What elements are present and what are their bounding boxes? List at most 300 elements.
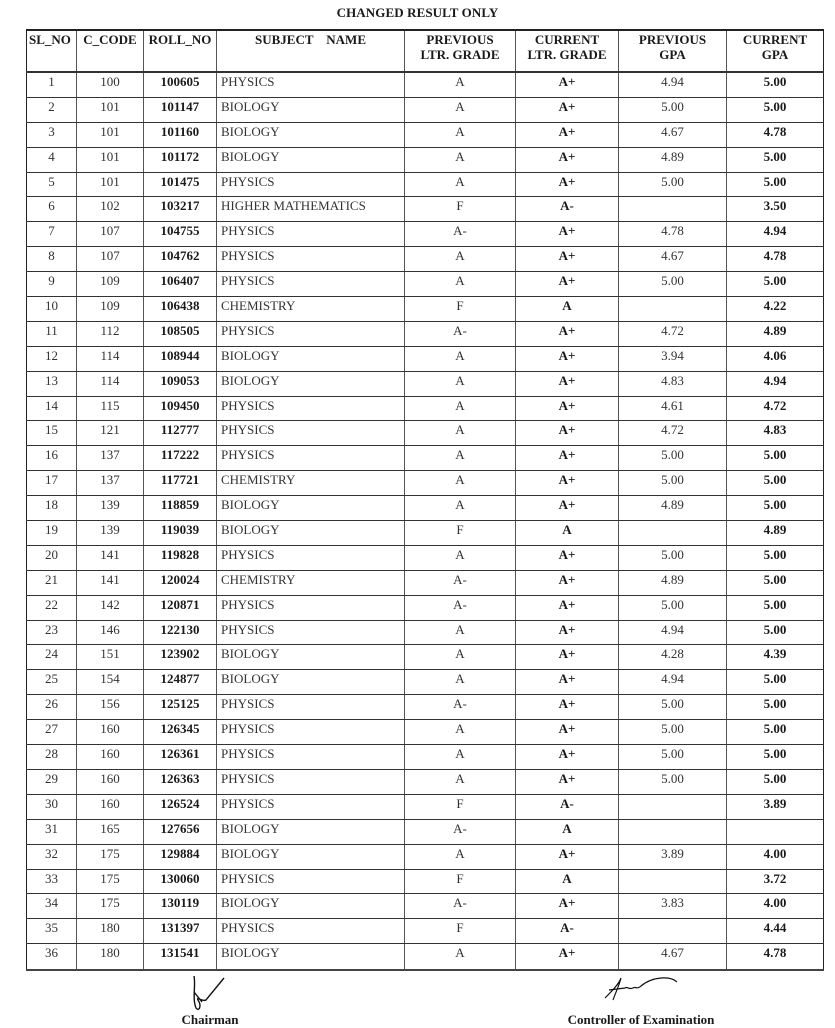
- cell-current-ltr-grade: A+: [516, 769, 619, 794]
- cell-roll-no: 104762: [144, 247, 217, 272]
- cell-subject-name: CHEMISTRY: [217, 297, 405, 322]
- cell-sl-no: 15: [27, 421, 77, 446]
- cell-c-code: 121: [77, 421, 144, 446]
- cell-current-ltr-grade: A+: [516, 147, 619, 172]
- cell-previous-gpa: 5.00: [619, 172, 727, 197]
- cell-roll-no: 126363: [144, 769, 217, 794]
- cell-current-gpa: 5.00: [727, 72, 824, 97]
- signature-icon: [150, 972, 270, 1014]
- cell-current-gpa: [727, 819, 824, 844]
- cell-current-ltr-grade: A+: [516, 496, 619, 521]
- cell-previous-ltr-grade: A: [405, 247, 516, 272]
- cell-current-ltr-grade: A+: [516, 247, 619, 272]
- cell-subject-name: BIOLOGY: [217, 346, 405, 371]
- cell-sl-no: 4: [27, 147, 77, 172]
- cell-current-ltr-grade: A+: [516, 695, 619, 720]
- table-row: [27, 944, 824, 971]
- cell-previous-gpa: 4.72: [619, 321, 727, 346]
- cell-subject-name: PHYSICS: [217, 421, 405, 446]
- cell-sl-no: 30: [27, 794, 77, 819]
- cell-current-gpa: 4.78: [727, 122, 824, 147]
- cell-previous-ltr-grade: A: [405, 147, 516, 172]
- cell-current-ltr-grade: A-: [516, 794, 619, 819]
- cell-sl-no: 5: [27, 172, 77, 197]
- cell-roll-no: 101160: [144, 122, 217, 147]
- table-row: [27, 894, 824, 919]
- header-previous-gpa: [619, 30, 727, 72]
- cell-subject-name: PHYSICS: [217, 720, 405, 745]
- cell-c-code: 154: [77, 670, 144, 695]
- cell-roll-no: 109053: [144, 371, 217, 396]
- table-row: [27, 521, 824, 546]
- cell-subject-name: CHEMISTRY: [217, 471, 405, 496]
- cell-previous-ltr-grade: A: [405, 272, 516, 297]
- cell-current-gpa: 4.06: [727, 346, 824, 371]
- cell-previous-gpa: 5.00: [619, 720, 727, 745]
- cell-sl-no: 33: [27, 869, 77, 894]
- table-row: [27, 122, 824, 147]
- header-line: CURRENT: [742, 32, 808, 47]
- cell-current-ltr-grade: A+: [516, 371, 619, 396]
- header-sl-no: SL_NO: [27, 30, 77, 72]
- cell-current-ltr-grade: A+: [516, 346, 619, 371]
- cell-current-ltr-grade: A+: [516, 745, 619, 770]
- table-row: [27, 620, 824, 645]
- cell-c-code: 139: [77, 496, 144, 521]
- cell-current-ltr-grade: A-: [516, 197, 619, 222]
- cell-previous-ltr-grade: F: [405, 521, 516, 546]
- cell-sl-no: 14: [27, 396, 77, 421]
- cell-roll-no: 131541: [144, 944, 217, 971]
- cell-current-ltr-grade: A+: [516, 72, 619, 97]
- cell-roll-no: 109450: [144, 396, 217, 421]
- cell-current-ltr-grade: A+: [516, 272, 619, 297]
- cell-previous-ltr-grade: A-: [405, 321, 516, 346]
- cell-c-code: 114: [77, 371, 144, 396]
- cell-c-code: 156: [77, 695, 144, 720]
- cell-c-code: 175: [77, 869, 144, 894]
- cell-current-gpa: 5.00: [727, 670, 824, 695]
- cell-roll-no: 117222: [144, 446, 217, 471]
- cell-current-gpa: 5.00: [727, 446, 824, 471]
- cell-subject-name: PHYSICS: [217, 595, 405, 620]
- cell-previous-gpa: 4.67: [619, 122, 727, 147]
- cell-c-code: 151: [77, 645, 144, 670]
- cell-sl-no: 2: [27, 97, 77, 122]
- table-row: [27, 869, 824, 894]
- header-subject-name: SUBJECT NAME: [217, 30, 405, 72]
- cell-sl-no: 7: [27, 222, 77, 247]
- cell-subject-name: BIOLOGY: [217, 496, 405, 521]
- cell-current-gpa: 5.00: [727, 769, 824, 794]
- cell-previous-gpa: 5.00: [619, 471, 727, 496]
- cell-c-code: 142: [77, 595, 144, 620]
- cell-c-code: 102: [77, 197, 144, 222]
- cell-previous-ltr-grade: A-: [405, 695, 516, 720]
- cell-previous-gpa: 4.89: [619, 147, 727, 172]
- table-row: [27, 595, 824, 620]
- cell-roll-no: 123902: [144, 645, 217, 670]
- cell-subject-name: PHYSICS: [217, 272, 405, 297]
- cell-previous-gpa: 5.00: [619, 745, 727, 770]
- cell-current-ltr-grade: A: [516, 521, 619, 546]
- table-row: [27, 695, 824, 720]
- cell-sl-no: 6: [27, 197, 77, 222]
- table-row: [27, 670, 824, 695]
- cell-c-code: 107: [77, 247, 144, 272]
- chairman-label: Chairman: [181, 1012, 239, 1027]
- cell-current-gpa: 5.00: [727, 471, 824, 496]
- table-row: [27, 346, 824, 371]
- cell-c-code: 141: [77, 570, 144, 595]
- cell-subject-name: BIOLOGY: [217, 97, 405, 122]
- cell-subject-name: BIOLOGY: [217, 147, 405, 172]
- cell-sl-no: 20: [27, 545, 77, 570]
- cell-previous-gpa: 5.00: [619, 695, 727, 720]
- header-line: PREVIOUS: [426, 32, 494, 47]
- cell-subject-name: PHYSICS: [217, 72, 405, 97]
- cell-current-gpa: 4.89: [727, 521, 824, 546]
- cell-current-ltr-grade: A+: [516, 471, 619, 496]
- table-row: [27, 720, 824, 745]
- cell-roll-no: 131397: [144, 919, 217, 944]
- cell-current-ltr-grade: A+: [516, 97, 619, 122]
- cell-subject-name: BIOLOGY: [217, 670, 405, 695]
- cell-current-ltr-grade: A+: [516, 570, 619, 595]
- cell-c-code: 160: [77, 720, 144, 745]
- cell-roll-no: 117721: [144, 471, 217, 496]
- cell-previous-ltr-grade: A: [405, 620, 516, 645]
- header-line: PREVIOUS: [638, 32, 707, 47]
- cell-c-code: 115: [77, 396, 144, 421]
- cell-previous-gpa: 4.94: [619, 72, 727, 97]
- cell-current-gpa: 5.00: [727, 720, 824, 745]
- table-row: [27, 794, 824, 819]
- cell-c-code: 141: [77, 545, 144, 570]
- table-row: [27, 97, 824, 122]
- cell-c-code: 137: [77, 471, 144, 496]
- cell-previous-ltr-grade: A-: [405, 819, 516, 844]
- cell-current-ltr-grade: A+: [516, 595, 619, 620]
- cell-previous-ltr-grade: A: [405, 670, 516, 695]
- cell-previous-ltr-grade: A: [405, 720, 516, 745]
- cell-roll-no: 119039: [144, 521, 217, 546]
- cell-previous-gpa: [619, 521, 727, 546]
- cell-current-gpa: 3.72: [727, 869, 824, 894]
- cell-previous-gpa: 5.00: [619, 595, 727, 620]
- table-row: [27, 769, 824, 794]
- cell-c-code: 160: [77, 745, 144, 770]
- cell-subject-name: PHYSICS: [217, 919, 405, 944]
- cell-current-gpa: 5.00: [727, 496, 824, 521]
- cell-subject-name: PHYSICS: [217, 321, 405, 346]
- cell-previous-ltr-grade: A-: [405, 570, 516, 595]
- header-current-gpa: [727, 30, 824, 72]
- cell-current-ltr-grade: A+: [516, 421, 619, 446]
- cell-previous-ltr-grade: A: [405, 172, 516, 197]
- cell-roll-no: 108505: [144, 321, 217, 346]
- cell-current-gpa: 4.83: [727, 421, 824, 446]
- cell-previous-ltr-grade: A: [405, 471, 516, 496]
- cell-previous-ltr-grade: A: [405, 371, 516, 396]
- cell-current-gpa: 4.39: [727, 645, 824, 670]
- header-previous-ltr-grade: [405, 30, 516, 72]
- header-roll-no: ROLL_NO: [144, 30, 217, 72]
- cell-subject-name: PHYSICS: [217, 620, 405, 645]
- cell-current-gpa: 4.44: [727, 919, 824, 944]
- cell-sl-no: 18: [27, 496, 77, 521]
- cell-previous-ltr-grade: A: [405, 446, 516, 471]
- cell-current-ltr-grade: A: [516, 819, 619, 844]
- cell-c-code: 139: [77, 521, 144, 546]
- header-c-code: C_CODE: [77, 30, 144, 72]
- cell-sl-no: 1: [27, 72, 77, 97]
- cell-c-code: 160: [77, 794, 144, 819]
- cell-roll-no: 126345: [144, 720, 217, 745]
- cell-current-gpa: 4.00: [727, 844, 824, 869]
- cell-previous-gpa: 3.83: [619, 894, 727, 919]
- cell-previous-gpa: [619, 794, 727, 819]
- cell-previous-gpa: 4.89: [619, 496, 727, 521]
- table-row: [27, 421, 824, 446]
- cell-previous-ltr-grade: A: [405, 844, 516, 869]
- cell-roll-no: 118859: [144, 496, 217, 521]
- cell-roll-no: 130060: [144, 869, 217, 894]
- table-row: [27, 396, 824, 421]
- table-row: [27, 471, 824, 496]
- cell-previous-ltr-grade: A: [405, 545, 516, 570]
- cell-roll-no: 119828: [144, 545, 217, 570]
- cell-sl-no: 29: [27, 769, 77, 794]
- cell-c-code: 180: [77, 944, 144, 971]
- cell-c-code: 101: [77, 97, 144, 122]
- cell-sl-no: 10: [27, 297, 77, 322]
- cell-current-ltr-grade: A+: [516, 321, 619, 346]
- cell-previous-ltr-grade: A: [405, 496, 516, 521]
- cell-roll-no: 108944: [144, 346, 217, 371]
- cell-subject-name: PHYSICS: [217, 222, 405, 247]
- cell-current-gpa: 5.00: [727, 545, 824, 570]
- chairman-signature-block: [150, 972, 270, 1027]
- table-row: [27, 645, 824, 670]
- cell-previous-ltr-grade: A: [405, 745, 516, 770]
- cell-previous-gpa: 5.00: [619, 97, 727, 122]
- cell-previous-gpa: [619, 819, 727, 844]
- cell-sl-no: 19: [27, 521, 77, 546]
- table-row: [27, 72, 824, 97]
- cell-c-code: 137: [77, 446, 144, 471]
- cell-subject-name: BIOLOGY: [217, 122, 405, 147]
- cell-current-gpa: 4.78: [727, 247, 824, 272]
- cell-sl-no: 35: [27, 919, 77, 944]
- cell-current-gpa: 4.78: [727, 944, 824, 971]
- cell-current-gpa: 3.89: [727, 794, 824, 819]
- cell-previous-ltr-grade: A-: [405, 595, 516, 620]
- cell-current-ltr-grade: A+: [516, 894, 619, 919]
- cell-sl-no: 23: [27, 620, 77, 645]
- cell-previous-ltr-grade: A: [405, 97, 516, 122]
- cell-previous-gpa: 4.28: [619, 645, 727, 670]
- controller-signature-block: [548, 972, 734, 1027]
- cell-c-code: 160: [77, 769, 144, 794]
- cell-c-code: 114: [77, 346, 144, 371]
- cell-roll-no: 120024: [144, 570, 217, 595]
- cell-roll-no: 104755: [144, 222, 217, 247]
- cell-sl-no: 26: [27, 695, 77, 720]
- cell-sl-no: 8: [27, 247, 77, 272]
- cell-roll-no: 106438: [144, 297, 217, 322]
- signature-icon: [548, 972, 734, 1002]
- cell-current-gpa: 5.00: [727, 272, 824, 297]
- cell-previous-ltr-grade: F: [405, 197, 516, 222]
- cell-previous-gpa: 4.94: [619, 620, 727, 645]
- cell-subject-name: HIGHER MATHEMATICS: [217, 197, 405, 222]
- cell-roll-no: 126361: [144, 745, 217, 770]
- cell-subject-name: PHYSICS: [217, 745, 405, 770]
- cell-previous-gpa: 5.00: [619, 272, 727, 297]
- cell-c-code: 109: [77, 297, 144, 322]
- cell-current-ltr-grade: A+: [516, 720, 619, 745]
- document-title: CHANGED RESULT ONLY: [336, 5, 499, 20]
- header-current-ltr-grade: [516, 30, 619, 72]
- table-row: [27, 297, 824, 322]
- cell-previous-ltr-grade: A: [405, 769, 516, 794]
- cell-roll-no: 101172: [144, 147, 217, 172]
- cell-c-code: 101: [77, 172, 144, 197]
- cell-c-code: 175: [77, 844, 144, 869]
- cell-current-gpa: 4.72: [727, 396, 824, 421]
- cell-c-code: 107: [77, 222, 144, 247]
- cell-previous-ltr-grade: F: [405, 794, 516, 819]
- cell-previous-gpa: 4.72: [619, 421, 727, 446]
- table-row: [27, 745, 824, 770]
- cell-sl-no: 9: [27, 272, 77, 297]
- cell-previous-gpa: [619, 869, 727, 894]
- cell-current-ltr-grade: A+: [516, 545, 619, 570]
- cell-c-code: 101: [77, 122, 144, 147]
- header-line: LTR. GRADE: [527, 47, 607, 62]
- cell-sl-no: 25: [27, 670, 77, 695]
- cell-c-code: 180: [77, 919, 144, 944]
- table-row: [27, 172, 824, 197]
- cell-roll-no: 127656: [144, 819, 217, 844]
- cell-subject-name: PHYSICS: [217, 545, 405, 570]
- cell-previous-gpa: 3.89: [619, 844, 727, 869]
- table-row: [27, 321, 824, 346]
- table-row: [27, 197, 824, 222]
- header-line: LTR. GRADE: [420, 47, 500, 62]
- cell-sl-no: 17: [27, 471, 77, 496]
- cell-current-ltr-grade: A+: [516, 222, 619, 247]
- cell-current-ltr-grade: A+: [516, 446, 619, 471]
- cell-previous-gpa: 4.89: [619, 570, 727, 595]
- cell-current-ltr-grade: A+: [516, 620, 619, 645]
- cell-subject-name: BIOLOGY: [217, 521, 405, 546]
- cell-previous-gpa: 4.83: [619, 371, 727, 396]
- cell-subject-name: CHEMISTRY: [217, 570, 405, 595]
- header-line: GPA: [659, 47, 686, 62]
- cell-previous-gpa: 4.67: [619, 944, 727, 971]
- cell-c-code: 100: [77, 72, 144, 97]
- cell-current-gpa: 5.00: [727, 595, 824, 620]
- cell-current-ltr-grade: A: [516, 297, 619, 322]
- cell-subject-name: PHYSICS: [217, 869, 405, 894]
- cell-current-gpa: 5.00: [727, 147, 824, 172]
- cell-subject-name: PHYSICS: [217, 247, 405, 272]
- cell-roll-no: 130119: [144, 894, 217, 919]
- cell-roll-no: 126524: [144, 794, 217, 819]
- cell-current-ltr-grade: A+: [516, 172, 619, 197]
- cell-subject-name: BIOLOGY: [217, 819, 405, 844]
- cell-sl-no: 31: [27, 819, 77, 844]
- cell-sl-no: 3: [27, 122, 77, 147]
- cell-current-gpa: 4.89: [727, 321, 824, 346]
- cell-roll-no: 103217: [144, 197, 217, 222]
- table-row: [27, 446, 824, 471]
- cell-previous-ltr-grade: A-: [405, 222, 516, 247]
- cell-current-gpa: 5.00: [727, 172, 824, 197]
- cell-sl-no: 24: [27, 645, 77, 670]
- cell-previous-gpa: 5.00: [619, 769, 727, 794]
- cell-c-code: 101: [77, 147, 144, 172]
- cell-current-gpa: 4.94: [727, 222, 824, 247]
- cell-c-code: 175: [77, 894, 144, 919]
- cell-roll-no: 106407: [144, 272, 217, 297]
- cell-previous-ltr-grade: A: [405, 346, 516, 371]
- cell-previous-gpa: [619, 297, 727, 322]
- cell-current-ltr-grade: A+: [516, 122, 619, 147]
- cell-previous-ltr-grade: A: [405, 122, 516, 147]
- cell-previous-ltr-grade: A: [405, 396, 516, 421]
- cell-current-gpa: 5.00: [727, 745, 824, 770]
- table-row: [27, 272, 824, 297]
- cell-previous-ltr-grade: A: [405, 72, 516, 97]
- table-row: [27, 371, 824, 396]
- table-row: [27, 147, 824, 172]
- cell-sl-no: 36: [27, 944, 77, 971]
- cell-subject-name: PHYSICS: [217, 794, 405, 819]
- cell-previous-ltr-grade: A-: [405, 894, 516, 919]
- cell-current-ltr-grade: A+: [516, 844, 619, 869]
- cell-sl-no: 12: [27, 346, 77, 371]
- cell-roll-no: 125125: [144, 695, 217, 720]
- cell-c-code: 112: [77, 321, 144, 346]
- controller-label: Controller of Examination: [567, 1012, 715, 1027]
- cell-sl-no: 34: [27, 894, 77, 919]
- cell-current-ltr-grade: A: [516, 869, 619, 894]
- table-row: [27, 247, 824, 272]
- cell-previous-ltr-grade: F: [405, 919, 516, 944]
- cell-sl-no: 13: [27, 371, 77, 396]
- cell-current-gpa: 4.00: [727, 894, 824, 919]
- cell-previous-gpa: 4.67: [619, 247, 727, 272]
- cell-subject-name: PHYSICS: [217, 396, 405, 421]
- cell-c-code: 146: [77, 620, 144, 645]
- cell-subject-name: PHYSICS: [217, 695, 405, 720]
- cell-previous-gpa: 3.94: [619, 346, 727, 371]
- cell-roll-no: 101147: [144, 97, 217, 122]
- cell-current-gpa: 4.22: [727, 297, 824, 322]
- cell-roll-no: 129884: [144, 844, 217, 869]
- cell-roll-no: 124877: [144, 670, 217, 695]
- cell-subject-name: BIOLOGY: [217, 645, 405, 670]
- cell-previous-gpa: [619, 919, 727, 944]
- cell-sl-no: 22: [27, 595, 77, 620]
- cell-subject-name: PHYSICS: [217, 769, 405, 794]
- table-body: [27, 72, 824, 970]
- cell-subject-name: PHYSICS: [217, 446, 405, 471]
- cell-sl-no: 21: [27, 570, 77, 595]
